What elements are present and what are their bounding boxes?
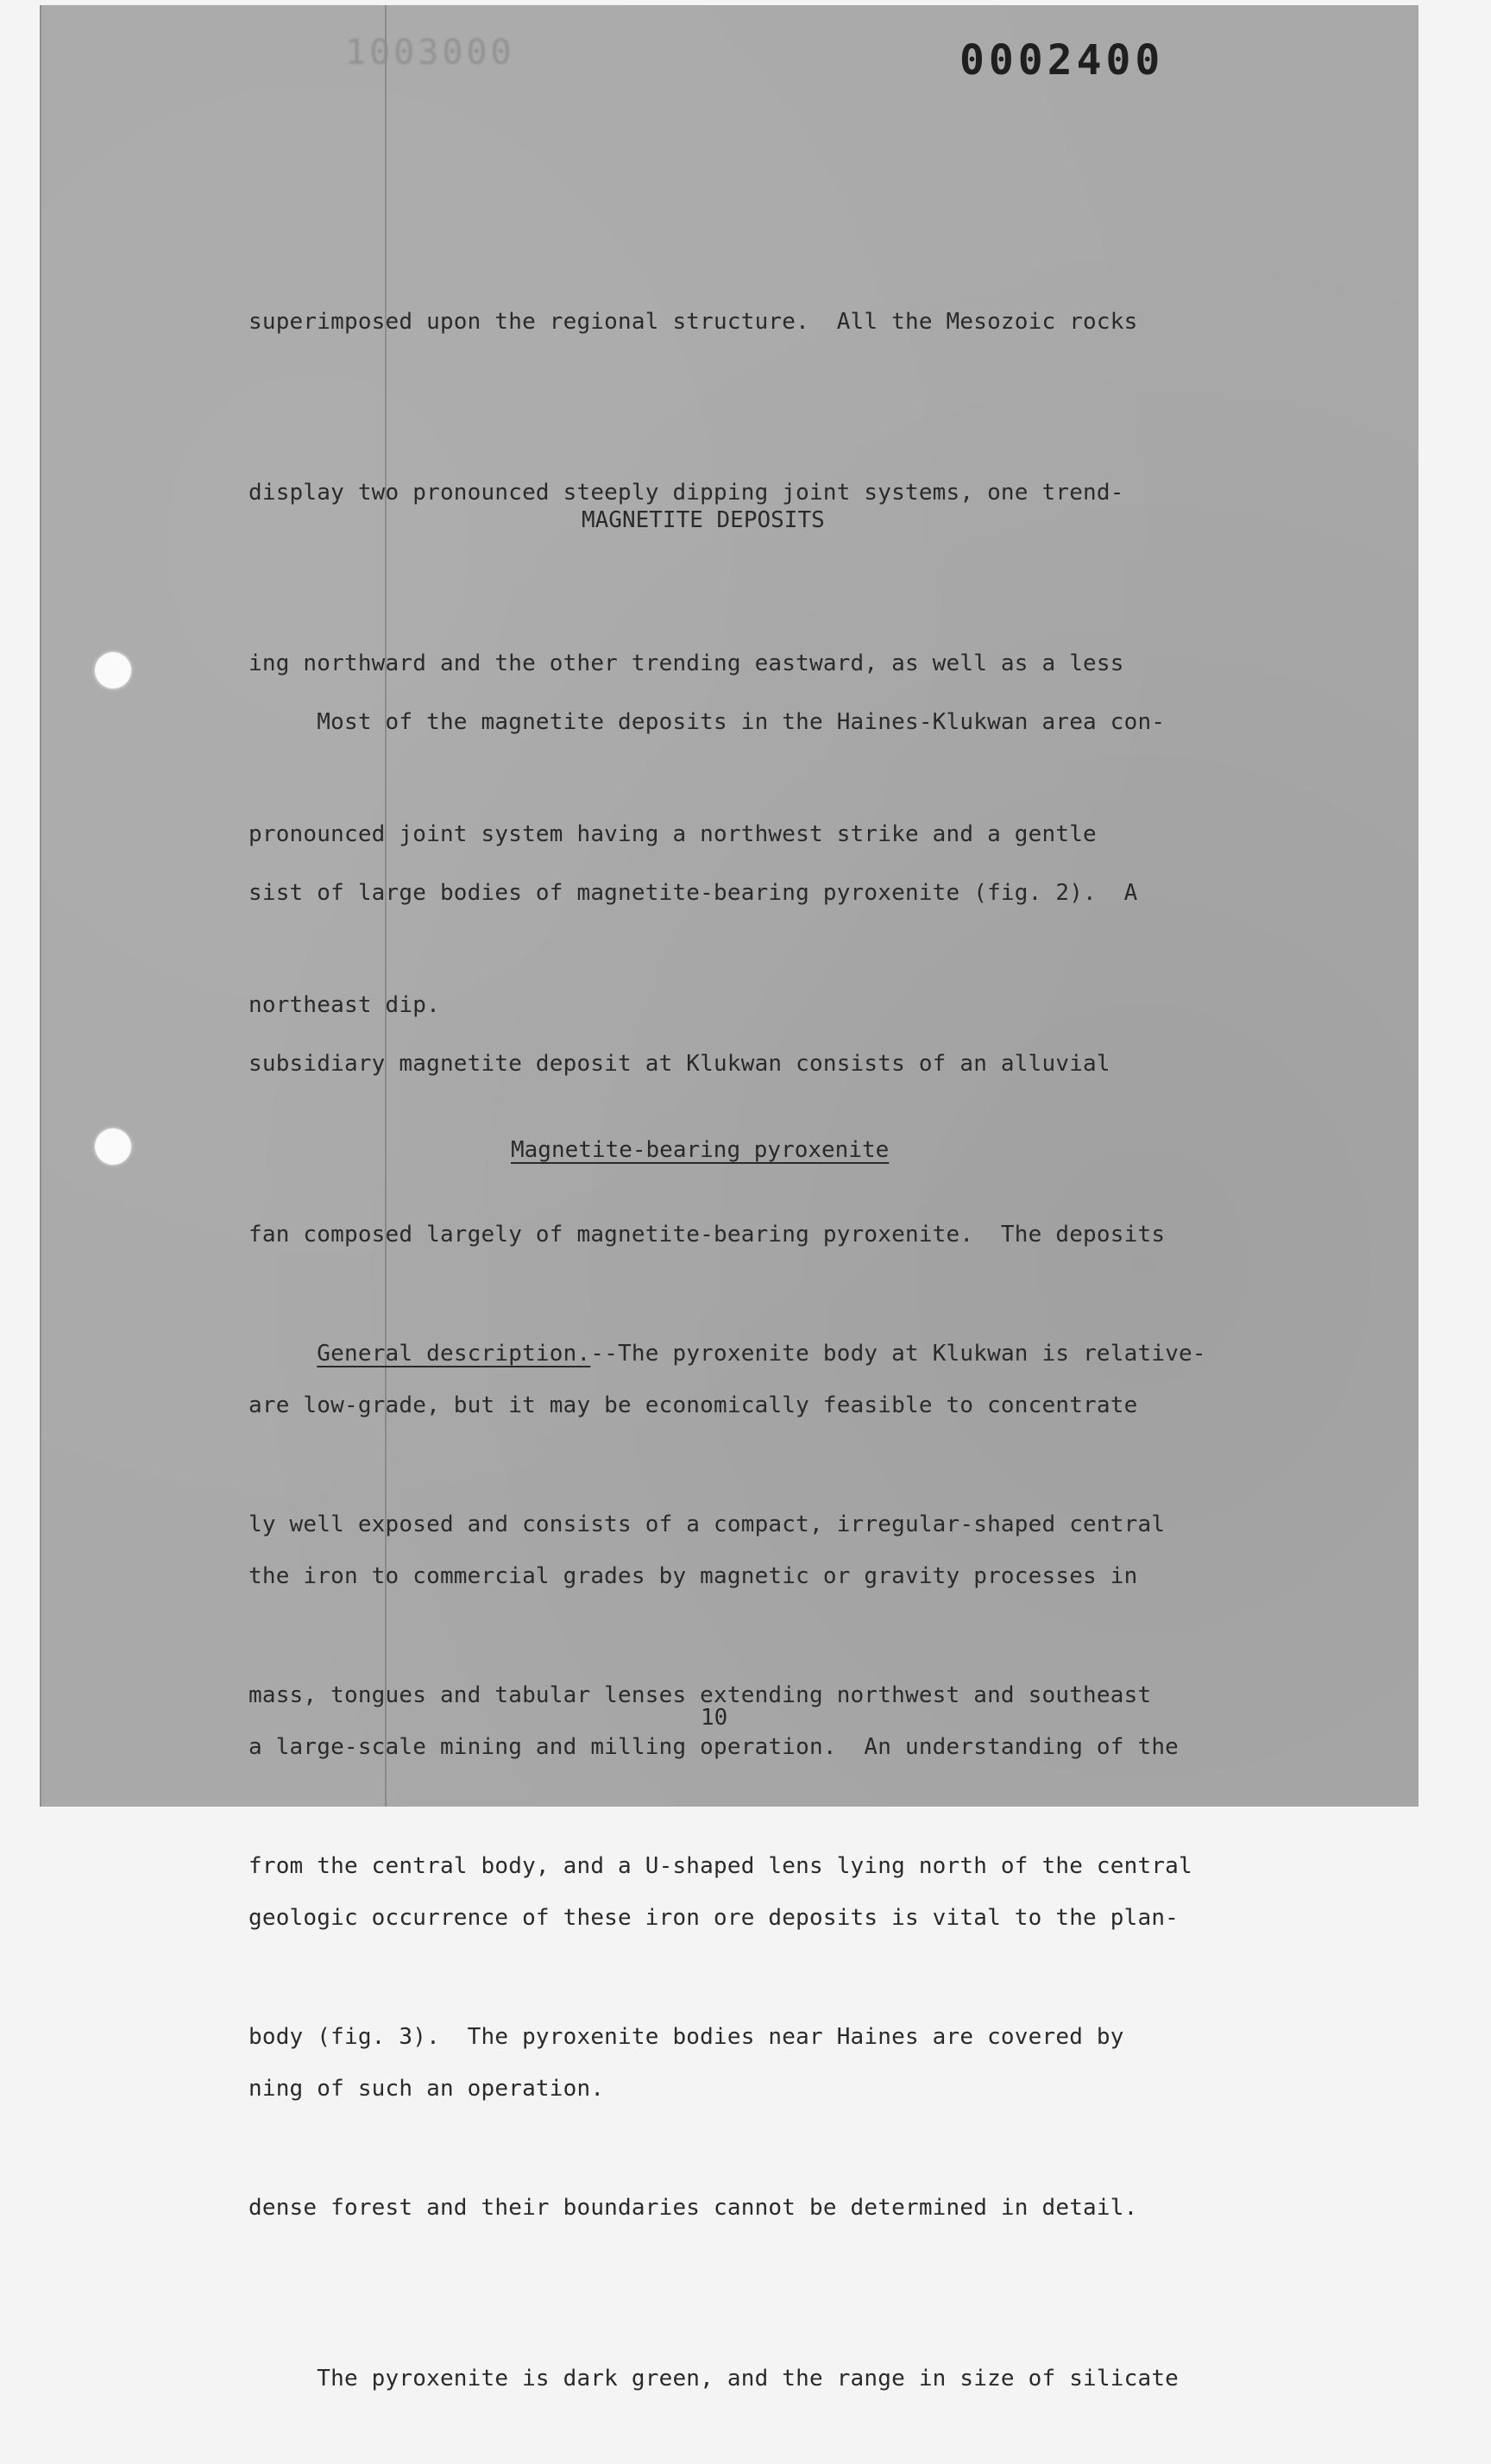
text-line: northeast dip. — [248, 992, 440, 1018]
subsection-heading: Magnetite-bearing pyroxenite — [511, 1137, 890, 1163]
lead-in-heading: General description. — [317, 1341, 591, 1367]
paragraph-general-description — [248, 1211, 1275, 2464]
text-line: mass, tongues and tabular lenses extending northwest and southeast — [248, 1682, 1152, 1708]
text-line: a large-scale mining and milling operation. An understanding of the — [248, 1734, 1180, 1760]
punch-hole — [95, 1128, 131, 1165]
text-line: dense forest and their boundaries cannot be determined in detail. — [248, 2195, 1138, 2221]
text-line: ning of such an operation. — [248, 2076, 605, 2102]
text-line: geologic occurrence of these iron ore deposits is vital to the plan- — [248, 1905, 1180, 1931]
text-line: superimposed upon the regional structure. All the Mesozoic rocks — [248, 309, 1138, 335]
text-line: are low-grade, but it may be economically feasible to concentrate — [248, 1392, 1138, 1418]
text-line: from the central body, and a U-shaped lens lying north of the central — [248, 1853, 1192, 1879]
text-line: Most of the magnetite deposits in the Haines-Klukwan area con- — [248, 709, 1166, 735]
text-line: ing northward and the other trending eastward, as well as a less — [248, 651, 1124, 676]
document-number: 0002400 — [959, 36, 1165, 85]
text-line-rest: --The pyroxenite body at Klukwan is relative- — [590, 1341, 1206, 1367]
punch-hole — [95, 652, 131, 688]
text-line: body (fig. 3). The pyroxenite bodies near Haines are covered by — [248, 2024, 1124, 2050]
text-line: fan composed largely of magnetite-bearing pyroxenite. The deposits — [248, 1222, 1166, 1248]
text-line: subsidiary magnetite deposit at Klukwan consists of an alluvial — [248, 1051, 1110, 1077]
text-line: pronounced joint system having a northwest strike and a gentle — [248, 821, 1097, 847]
text-line: display two pronounced steeply dipping joint systems, one trend- — [248, 480, 1124, 506]
section-heading: MAGNETITE DEPOSITS — [582, 507, 825, 533]
text-line: the iron to commercial grades by magnetic or gravity processes in — [248, 1563, 1138, 1589]
text-line: ly well exposed and consists of a compact, irregular-shaped central — [248, 1512, 1166, 1537]
faded-stamp-number: 1003000 — [345, 33, 515, 72]
text-line: sist of large bodies of magnetite-bearing pyroxenite (fig. 2). A — [248, 880, 1138, 906]
page-number: 10 — [701, 1705, 728, 1731]
text-line — [248, 1325, 1275, 1382]
text-line: The pyroxenite is dark green, and the range in size of silicate — [248, 2366, 1180, 2392]
